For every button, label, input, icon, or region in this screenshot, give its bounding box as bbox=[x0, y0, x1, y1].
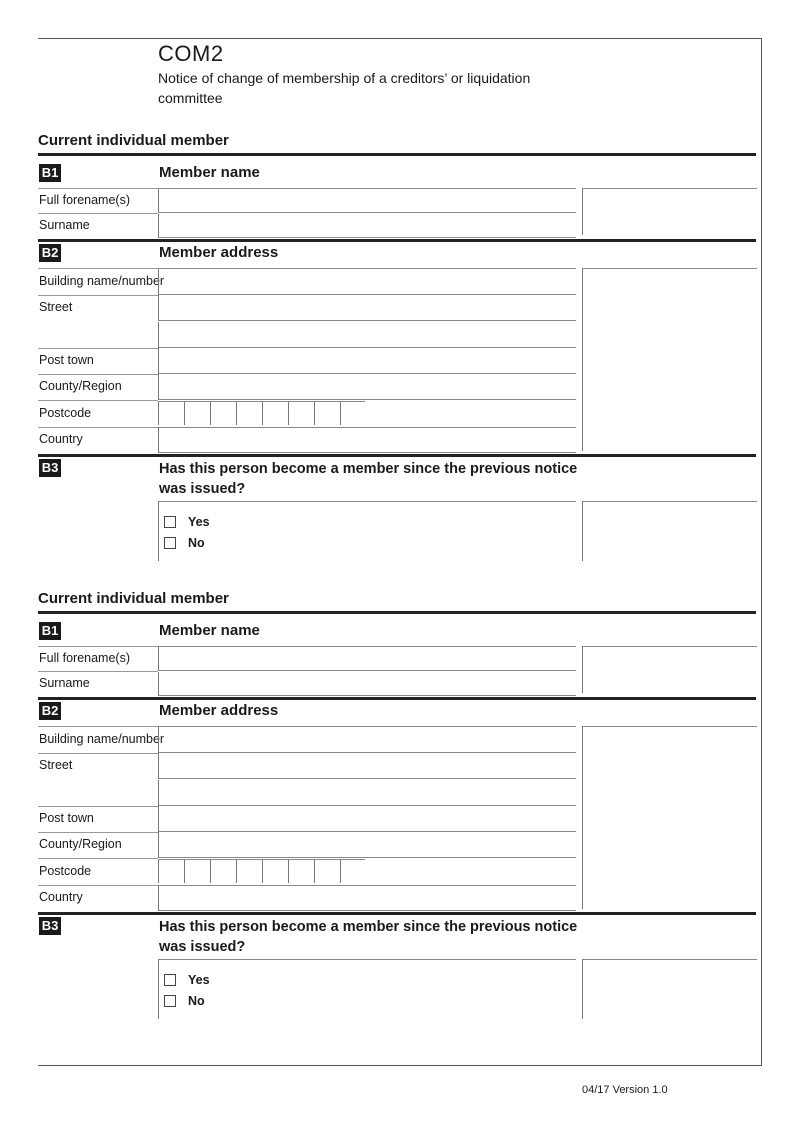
row-rule bbox=[38, 348, 158, 349]
member-name-heading: Member name bbox=[159, 622, 260, 639]
field-label: Postcode bbox=[39, 405, 92, 420]
postcode-char-box[interactable] bbox=[340, 401, 362, 425]
checkbox-label-yes: Yes bbox=[188, 515, 210, 529]
postcode-char-box[interactable] bbox=[262, 401, 284, 425]
field-label: County/Region bbox=[39, 837, 122, 852]
section-rule bbox=[38, 912, 756, 915]
row-rule bbox=[38, 400, 158, 401]
checkbox-no[interactable] bbox=[164, 995, 176, 1007]
row-rule bbox=[38, 832, 158, 833]
badge-b3: B3 bbox=[39, 459, 61, 477]
postcode-char-box[interactable] bbox=[288, 859, 310, 883]
country-field[interactable] bbox=[158, 885, 576, 911]
field-label: Surname bbox=[39, 676, 90, 690]
checkbox-label-no: No bbox=[188, 994, 205, 1008]
postcode-char-box[interactable] bbox=[184, 401, 206, 425]
field-label: Street bbox=[39, 758, 73, 773]
surname-field[interactable] bbox=[158, 672, 576, 696]
county-field[interactable] bbox=[158, 374, 576, 400]
row-rule bbox=[38, 726, 158, 727]
postcode-char-box[interactable] bbox=[236, 859, 258, 883]
postcode-char-box[interactable] bbox=[340, 859, 362, 883]
country-field[interactable] bbox=[158, 427, 576, 453]
form-title: Notice of change of membership of a creditors’ or liquidation committee bbox=[158, 70, 531, 106]
postcode-char-box[interactable] bbox=[236, 401, 258, 425]
section-rule bbox=[38, 611, 756, 614]
building-field[interactable] bbox=[158, 269, 576, 295]
member-section bbox=[38, 590, 758, 1020]
page-frame-bottom bbox=[38, 1065, 762, 1066]
field-label: Street bbox=[39, 300, 73, 315]
street-field-2[interactable] bbox=[158, 322, 576, 348]
row-rule bbox=[38, 188, 158, 189]
section-heading: Current individual member bbox=[38, 132, 229, 149]
field-label: Postcode bbox=[39, 863, 92, 878]
postcode-char-box[interactable] bbox=[158, 401, 180, 425]
member-section bbox=[38, 132, 758, 562]
section-rule bbox=[38, 239, 756, 242]
postcode-char-box[interactable] bbox=[262, 859, 284, 883]
row-rule bbox=[38, 295, 158, 296]
forename-field[interactable] bbox=[158, 189, 576, 213]
row-rule bbox=[38, 806, 158, 807]
row-rule bbox=[38, 753, 158, 754]
field-label: Post town bbox=[39, 810, 94, 825]
surname-field[interactable] bbox=[158, 214, 576, 238]
side-note-box bbox=[582, 726, 757, 909]
section-heading: Current individual member bbox=[38, 590, 229, 607]
badge-b2: B2 bbox=[39, 702, 61, 720]
checkbox-no[interactable] bbox=[164, 537, 176, 549]
postcode-char-box[interactable] bbox=[184, 859, 206, 883]
membership-question: Has this person become a member since the previous notice was issued? bbox=[159, 461, 578, 497]
badge-b1: B1 bbox=[39, 164, 61, 182]
row-rule bbox=[38, 374, 158, 375]
postcode-char-box[interactable] bbox=[288, 401, 310, 425]
post-town-field[interactable] bbox=[158, 348, 576, 374]
field-label: Full forename(s) bbox=[39, 651, 130, 665]
postcode-char-box[interactable] bbox=[314, 859, 336, 883]
field-label: Post town bbox=[39, 352, 94, 367]
forename-field[interactable] bbox=[158, 647, 576, 671]
field-label: Full forename(s) bbox=[39, 193, 130, 207]
section-rule bbox=[38, 697, 756, 700]
checkbox-label-yes: Yes bbox=[188, 973, 210, 987]
side-note-box bbox=[582, 268, 757, 451]
membership-question: Has this person become a member since the previous notice was issued? bbox=[159, 919, 578, 955]
badge-b2: B2 bbox=[39, 244, 61, 262]
checkbox-yes[interactable] bbox=[164, 974, 176, 986]
row-rule bbox=[38, 427, 158, 428]
row-rule bbox=[38, 213, 158, 214]
badge-b1: B1 bbox=[39, 622, 61, 640]
row-rule bbox=[38, 885, 158, 886]
member-address-heading: Member address bbox=[159, 702, 279, 719]
post-town-field[interactable] bbox=[158, 806, 576, 832]
postcode-rule bbox=[158, 401, 365, 402]
side-note-box bbox=[582, 188, 757, 235]
checkbox-label-no: No bbox=[188, 536, 205, 550]
member-address-heading: Member address bbox=[159, 244, 279, 261]
section-rule bbox=[38, 153, 756, 156]
postcode-char-box[interactable] bbox=[210, 859, 232, 883]
footer-version: 04/17 Version 1.0 bbox=[582, 1084, 668, 1096]
street-field[interactable] bbox=[158, 295, 576, 321]
page-frame-top bbox=[38, 38, 762, 39]
options-box bbox=[158, 501, 576, 561]
county-field[interactable] bbox=[158, 832, 576, 858]
field-label: Country bbox=[39, 889, 83, 904]
postcode-char-box[interactable] bbox=[314, 401, 336, 425]
side-note-box bbox=[582, 959, 757, 1019]
field-label: County/Region bbox=[39, 379, 122, 394]
postcode-rule bbox=[158, 859, 365, 860]
field-label: Country bbox=[39, 431, 83, 446]
street-field[interactable] bbox=[158, 753, 576, 779]
options-box bbox=[158, 959, 576, 1019]
building-field[interactable] bbox=[158, 727, 576, 753]
row-rule bbox=[38, 268, 158, 269]
badge-b3: B3 bbox=[39, 917, 61, 935]
section-rule bbox=[38, 454, 756, 457]
postcode-char-box[interactable] bbox=[210, 401, 232, 425]
member-name-heading: Member name bbox=[159, 164, 260, 181]
field-label: Building name/number bbox=[39, 732, 165, 746]
form-code: COM2 bbox=[158, 41, 224, 66]
row-rule bbox=[38, 858, 158, 859]
page-frame-right bbox=[761, 38, 762, 1066]
row-rule bbox=[38, 671, 158, 672]
side-note-box bbox=[582, 646, 757, 693]
street-field-2[interactable] bbox=[158, 780, 576, 806]
field-label: Surname bbox=[39, 218, 90, 232]
checkbox-yes[interactable] bbox=[164, 516, 176, 528]
postcode-char-box[interactable] bbox=[158, 859, 180, 883]
side-note-box bbox=[582, 501, 757, 561]
field-label: Building name/number bbox=[39, 274, 165, 288]
row-rule bbox=[38, 646, 158, 647]
